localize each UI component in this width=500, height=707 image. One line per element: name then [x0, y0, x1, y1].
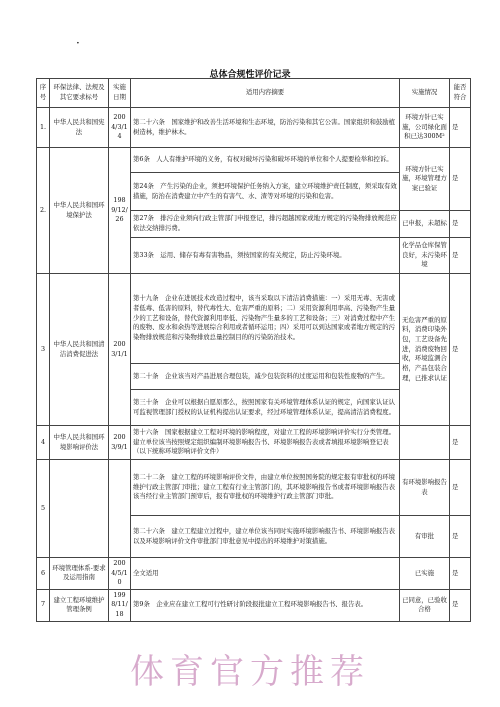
table-row — [37, 148, 471, 173]
compliance-table — [36, 78, 471, 622]
watermark-text: 体育官方推荐 — [130, 652, 370, 692]
row-law: 中华人民共和国环境保护法 — [50, 148, 109, 274]
row-content: 第二十二条 建立工程的环境影响评价文件，由建立单位按照国务院的规定报有审批权的环境维护行政主管部门审批；建立工程有行业主管部门的，其环境影响报告书或者环境影响报告表该当经行业主管部门预审后，报有审批权的环境维护行政主管部门审批。 — [131, 460, 400, 516]
row-content: 第十九条 企业在进展技术改造过程中，该当采取以下清洁消费措施：一）采用无毒、无害或者低毒、低害的原料，替代毒性大、危害严重的原料；二）采用资源利用率高、污染物产生量少的工艺和设备，替代资源利用率低、污染物产生量多的工艺和设备；三）对消费过程中产生的废物、废水和余热等进展综合利用或者循环运用；四）采用可以到达国家或者地方规定的污染物排放规范和污染物排放总量控制目的的污染防治技术。 — [131, 274, 400, 364]
row-content: 第二十六条 国家维护和改善生活环境和生态环境，防治污染和其它公害。国家组织和鼓励植树造林，维护林木。 — [131, 108, 400, 148]
row-law: 建立工程环境维护管理条例 — [50, 589, 109, 621]
row-date: 1998/11/18 — [109, 589, 131, 621]
row-status: 有环境影响报告表 — [400, 460, 450, 516]
row-content: 第24条 产生污染的企业，须把环境保护任务纳入方案，建立环境维护责任制度，须采取有效措施，防治在消费建立中产生的有害气、水、渣等对环境的污染和危害。 — [131, 173, 400, 211]
row-no: 3 — [37, 274, 50, 426]
row-conform: 是 — [450, 460, 471, 516]
row-status: 已实施 — [400, 558, 450, 590]
row-status: 已同意，已验收合格 — [400, 589, 450, 621]
table-header-row — [37, 79, 471, 108]
row-no: 4 — [37, 426, 50, 460]
table-row — [37, 274, 471, 364]
header-no: 序号 — [37, 79, 50, 108]
row-status: 有审批 — [400, 516, 450, 558]
table-row — [37, 589, 471, 621]
row-law: 中华人民共和国环境影响评价法 — [50, 426, 109, 460]
document-title: 总体合规性评价记录 — [209, 70, 291, 80]
row-date: 2003/9/1 — [109, 426, 131, 460]
table-row — [37, 108, 471, 148]
row-content: 全文适用 — [131, 558, 400, 590]
row-content: 第6条 人人有维护环境的义务，有权对破坏污染和破坏环境的单位和个人提要检举和控诉。 — [131, 148, 400, 173]
row-status: 无危害严重的原料，消费印染外包，工艺设备先进，消费废物回收，环境监测合格，产品包装合理，已推求认证 — [400, 274, 450, 426]
row-status: 环境方针已实施，公司绿化面积已达300M² — [400, 108, 450, 148]
row-date: 2004/5/10 — [109, 558, 131, 590]
header-law: 环保法律、法规及其它要求标号 — [50, 79, 109, 108]
header-conform: 能否符合 — [450, 79, 471, 108]
row-no: 1. — [37, 108, 50, 148]
header-date: 实施日期 — [109, 79, 131, 108]
table-row — [37, 558, 471, 590]
row-status: 环境方针已实施，环境管理方案已验证 — [400, 148, 450, 211]
row-content: 第十六条 国家根据建立工程对环境的影响程度，对建立工程的环境影响评价实行分类管理。建立单位该当按照规定组织编制环境影响报告书、环境影响报告表或者填报环境影响登记表（以下统称环境影响评价文件） — [131, 426, 400, 460]
row-content: 第27条 排污企业须向行政主管部门申报登记，排污超越国家或地方规定的污染物排放规范应依法交纳排污费。 — [131, 211, 400, 238]
row-law: 中华人民共和国宪法 — [50, 108, 109, 148]
row-content: 第9条 企业应在建立工程可行性研讨阶段报批建立工程环境影响报告书、报告表。 — [131, 589, 400, 621]
row-law-empty — [50, 460, 109, 558]
header-content: 适用内容摘要 — [131, 79, 400, 108]
row-law: 环境管理体系-要求及运用指南 — [50, 558, 109, 590]
row-conform: 是 — [450, 238, 471, 274]
row-conform: 是 — [450, 426, 471, 460]
row-status: 已申报，未超标 — [400, 211, 450, 238]
row-date-empty — [109, 460, 131, 558]
row-no: 7 — [37, 589, 50, 621]
row-no: 2. — [37, 148, 50, 274]
row-conform: 是 — [450, 211, 471, 238]
row-date: 2003/1/1 — [109, 274, 131, 426]
row-status: 化学品仓库保管良好，未污染环境 — [400, 238, 450, 274]
row-conform: 是 — [450, 516, 471, 558]
row-conform: 是 — [450, 108, 471, 148]
header-status: 实施情况 — [400, 79, 450, 108]
row-content: 第二十条 企业该当对产品进展合理包装，减少包装资料的过度运用和包装性废物的产生。 — [131, 364, 400, 390]
row-content: 第二十六条 建立工程建立过程中，建立单位该当同时实施环境影响报告书、环境影响报告表以及环境影响评价文件审批部门审批意见中提出的环境维护对策措施。 — [131, 516, 400, 558]
row-no: 5 — [37, 460, 50, 558]
table-row — [37, 460, 471, 516]
row-date: 2004/3/14 — [109, 108, 131, 148]
row-content: 第三十条 企业可以根据自愿原那么，按照国家有关环境管理体系认证的规定，向国家认证认可监视管理部门授权的认证机构提出认证要求，经过环境管理体系认证，提高清洁消费程度。 — [131, 390, 400, 426]
row-no: 6 — [37, 558, 50, 590]
row-content: 第33条 运用、储存有毒有害物品，须按国家的有关规定，防止污染环境。 — [131, 238, 400, 274]
row-law: 中华人民共和国清洁消费促进法 — [50, 274, 109, 426]
row-conform: 是 — [450, 274, 471, 426]
row-date: 1989/12/26 — [109, 148, 131, 274]
row-conform: 是 — [450, 558, 471, 590]
row-status — [400, 426, 450, 460]
row-conform: 是 — [450, 148, 471, 211]
row-conform: 是 — [450, 589, 471, 621]
table-row — [37, 426, 471, 460]
stray-mark: · — [76, 36, 80, 50]
